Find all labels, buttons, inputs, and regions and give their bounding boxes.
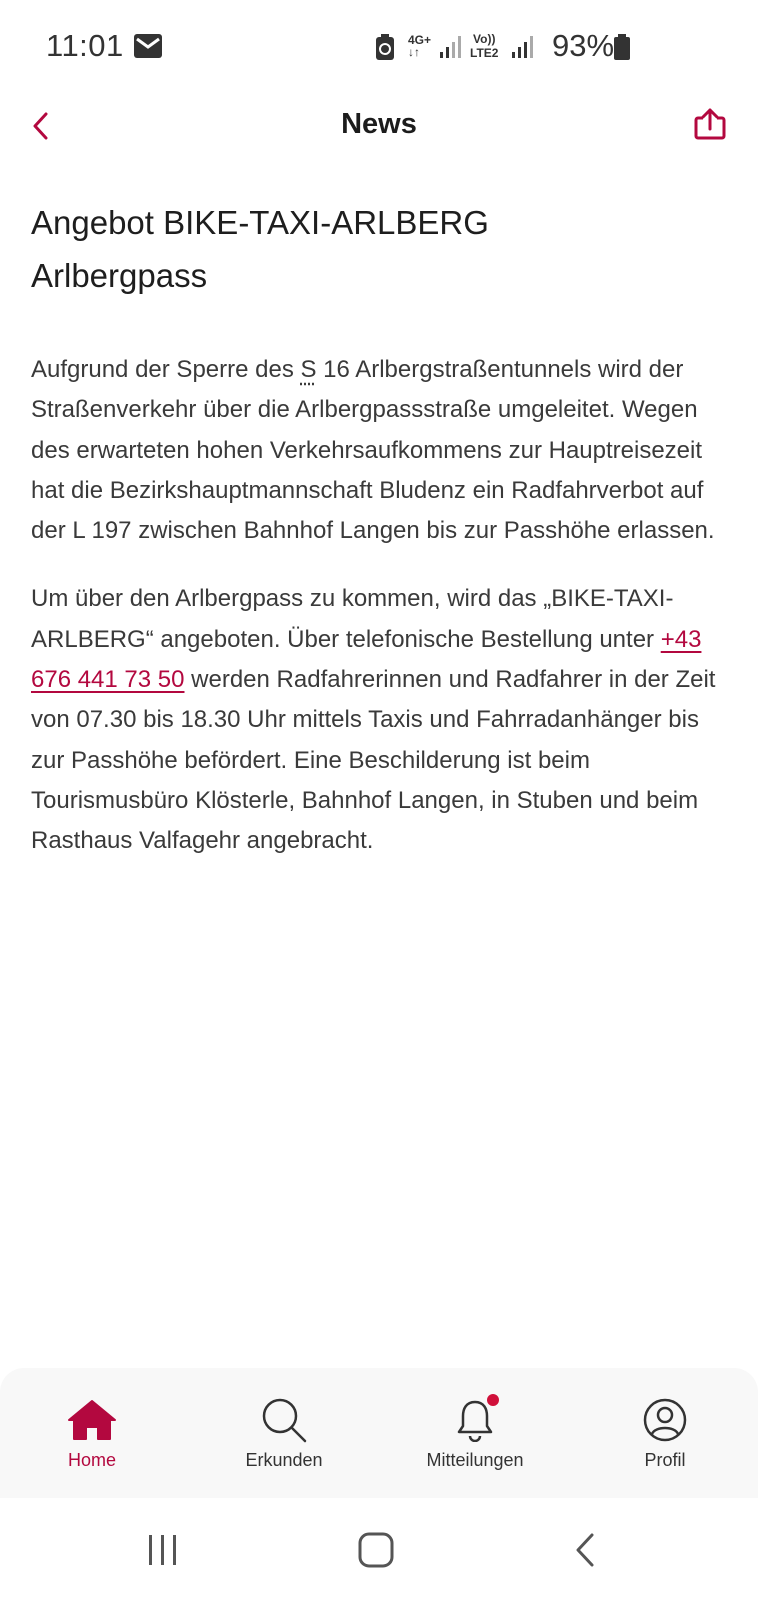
status-bar [0,0,758,96]
page-title: News [341,108,417,140]
abbreviation-s[interactable]: S [300,356,317,383]
nav-label-erkunden: Erkunden [245,1450,323,1470]
home-icon [67,1396,117,1444]
article-headline [31,196,731,302]
headline-line-2: Arlbergpass [31,257,208,294]
app-bar [0,96,758,156]
phone-link[interactable]: +43 676 441 73 50 [31,625,702,694]
p1-after: 16 Arlbergstraßentunnels wird der Straßenverkehr über die Arlbergpassstraße umgeleitet. Wegen des erwarteten hohen Verkehrsaufkommens zur Hauptreisezeit hat die Bezirkshauptmannschaft Bludenz ein Radfahrverbot auf der L 197 zwischen Bahnhof Langen bis zur Passhöhe erlassen. [31,356,715,545]
volte-bottom-text: LTE2 [470,46,499,60]
system-back-button[interactable] [574,1528,596,1572]
nav-item-profil[interactable] [590,1368,740,1498]
network-4g-text: 4G+ [408,33,432,47]
mail-icon [134,34,162,63]
nav-item-home[interactable] [17,1368,167,1498]
p1-before: Aufgrund der Sperre des [31,356,301,383]
bell-icon [455,1396,495,1444]
battery-icon [614,34,630,65]
nav-label-profil: Profil [644,1450,686,1470]
headline-line-1: Angebot BIKE-TAXI-ARLBERG [31,204,489,241]
bottom-navigation [0,1368,758,1498]
search-icon [261,1396,307,1444]
nav-label-home: Home [67,1450,116,1470]
recent-apps-button[interactable] [146,1528,180,1572]
p2-before: Um über den Arlbergpass zu kommen, wird das „BIKE-TAXI-ARLBERG“ angeboten. Über telefonische Bestellung unter [31,585,674,653]
system-navigation-bar [0,1498,758,1600]
share-icon [693,107,727,141]
home-system-button[interactable] [358,1528,394,1572]
nav-label-mitteilungen: Mitteilungen [426,1450,524,1470]
battery-saver-icon [376,34,394,65]
network-4g-label: 4G+ ↓↑ [408,33,432,59]
signal-icon-2 [512,36,536,63]
nav-item-erkunden[interactable] [209,1368,359,1498]
notification-badge [487,1394,499,1406]
share-button[interactable] [690,104,730,144]
article-paragraph-1 [31,350,731,551]
volte-top-text: Vo)) [473,32,496,46]
status-time: 11:01 [46,28,124,63]
profile-icon [642,1396,688,1444]
recent-apps-icon [146,1533,180,1567]
back-chevron-icon [574,1532,596,1568]
article [31,196,731,890]
signal-icon-1 [440,36,464,63]
battery-percent: 93% [552,28,615,63]
volte-label [470,32,498,60]
nav-item-mitteilungen[interactable] [400,1368,550,1498]
p2-after: werden Radfahrerinnen und Radfahrer in der Zeit von 07.30 bis 18.30 Uhr mittels Taxis und Fahrradanhänger bis zur Passhöhe befördert. Eine Beschilderung ist beim Tourismusbüro Klösterle, Bahnhof Langen, in Stuben und beim Rasthaus Valfagehr angebracht. [31,666,716,855]
home-square-icon [358,1532,394,1568]
article-paragraph-2 [31,579,731,861]
